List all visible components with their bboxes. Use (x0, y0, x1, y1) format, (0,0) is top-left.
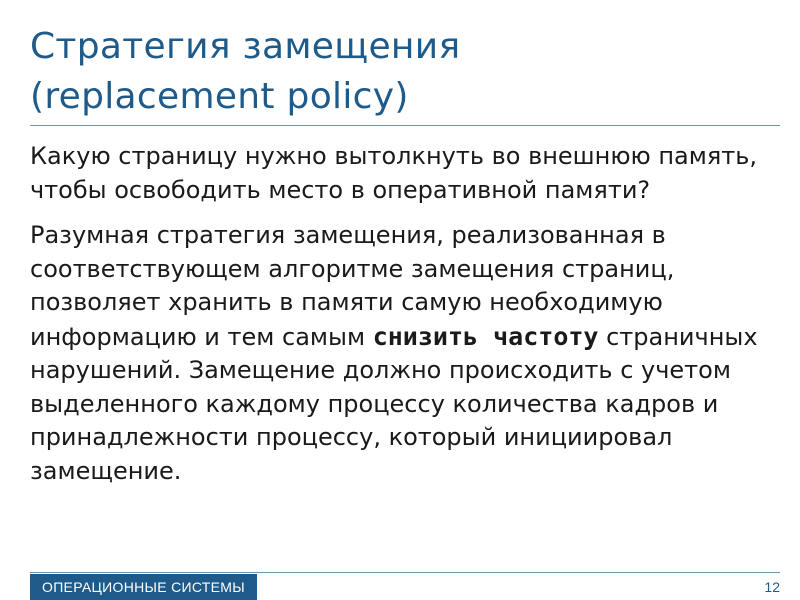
slide-title-line-2: (replacement policy) (30, 76, 409, 117)
slide-title-line-1: Стратегия замещения (30, 26, 461, 67)
course-label: ОПЕРАЦИОННЫЕ СИСТЕМЫ (30, 574, 257, 600)
footer-divider (30, 572, 780, 573)
body-paragraph-2 (30, 219, 780, 488)
body-paragraph-2-text-end: страничных нарушений. Замещение должно происходить с учетом выделенного каждому процессу количества кадров и принадлежности процессу, который инициировал замещение. (30, 322, 758, 485)
page-number: 12 (764, 579, 780, 595)
body-paragraph-1: Какую страницу нужно вытолкнуть во внешнюю память, чтобы освободить место в оперативной памяти? (30, 142, 758, 204)
body-paragraph-2-text-start: Разумная стратегия замещения, реализованная в соответствующем алгоритме замещения страниц, позволяет хранить в памяти самую необходимую информацию и тем самым (30, 221, 675, 351)
slide-title (30, 22, 780, 122)
slide-body (30, 140, 780, 488)
title-divider (30, 125, 780, 126)
body-paragraph-2-emphasis: снизить частоту (372, 321, 599, 351)
